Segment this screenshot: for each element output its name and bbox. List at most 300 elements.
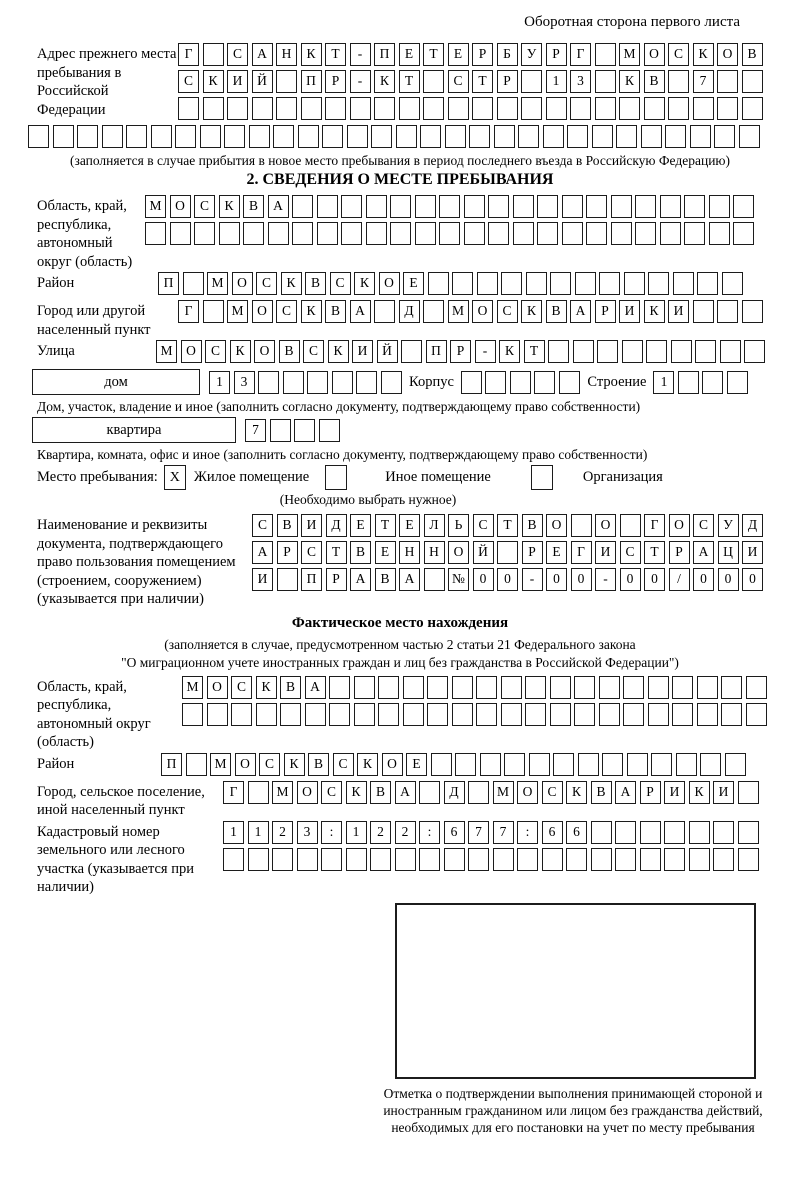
char-box[interactable] <box>548 340 569 363</box>
char-box[interactable] <box>476 703 497 726</box>
char-box[interactable]: 3 <box>570 70 591 93</box>
char-box[interactable] <box>529 753 550 776</box>
char-box[interactable] <box>571 514 592 537</box>
stay-type-organization-checkbox[interactable] <box>531 465 553 490</box>
char-box[interactable]: К <box>219 195 240 218</box>
char-box[interactable] <box>399 97 420 120</box>
char-box[interactable]: Р <box>640 781 661 804</box>
char-box[interactable] <box>497 97 518 120</box>
char-box[interactable]: К <box>346 781 367 804</box>
char-box[interactable] <box>673 272 694 295</box>
char-box[interactable]: И <box>352 340 373 363</box>
char-box[interactable]: Е <box>350 514 371 537</box>
char-box[interactable] <box>145 222 166 245</box>
char-box[interactable] <box>550 676 571 699</box>
char-box[interactable]: К <box>521 300 542 323</box>
char-box[interactable]: К <box>256 676 277 699</box>
char-box[interactable]: 3 <box>234 371 255 394</box>
char-box[interactable]: Ц <box>718 541 739 564</box>
char-box[interactable] <box>256 703 277 726</box>
char-box[interactable]: С <box>227 43 248 66</box>
char-box[interactable] <box>717 300 738 323</box>
char-box[interactable] <box>182 703 203 726</box>
char-box[interactable] <box>341 195 362 218</box>
char-box[interactable]: С <box>231 676 252 699</box>
char-box[interactable] <box>366 222 387 245</box>
char-box[interactable] <box>526 272 547 295</box>
char-box[interactable] <box>381 371 402 394</box>
char-box[interactable]: С <box>497 300 518 323</box>
char-box[interactable]: Н <box>276 43 297 66</box>
char-box[interactable]: К <box>354 272 375 295</box>
char-box[interactable]: М <box>145 195 166 218</box>
char-box[interactable]: И <box>227 70 248 93</box>
char-box[interactable]: С <box>473 514 494 537</box>
char-box[interactable]: - <box>350 70 371 93</box>
char-box[interactable]: Е <box>546 541 567 564</box>
char-box[interactable]: В <box>305 272 326 295</box>
char-box[interactable]: И <box>301 514 322 537</box>
char-box[interactable]: Й <box>377 340 398 363</box>
char-box[interactable] <box>597 340 618 363</box>
char-box[interactable] <box>423 70 444 93</box>
char-box[interactable] <box>283 371 304 394</box>
char-box[interactable] <box>396 125 417 148</box>
char-box[interactable] <box>427 676 448 699</box>
char-box[interactable]: Д <box>742 514 763 537</box>
char-box[interactable]: Д <box>444 781 465 804</box>
char-box[interactable] <box>170 222 191 245</box>
char-box[interactable]: Р <box>277 541 298 564</box>
char-box[interactable] <box>501 676 522 699</box>
char-box[interactable] <box>423 97 444 120</box>
char-box[interactable] <box>455 753 476 776</box>
char-box[interactable] <box>126 125 147 148</box>
char-box[interactable] <box>444 848 465 871</box>
char-box[interactable]: - <box>350 43 371 66</box>
char-box[interactable]: Т <box>325 43 346 66</box>
char-box[interactable] <box>468 781 489 804</box>
char-box[interactable]: С <box>321 781 342 804</box>
char-box[interactable]: О <box>232 272 253 295</box>
char-box[interactable]: М <box>156 340 177 363</box>
char-box[interactable] <box>689 821 710 844</box>
char-box[interactable] <box>452 272 473 295</box>
char-box[interactable] <box>562 195 583 218</box>
char-box[interactable] <box>717 97 738 120</box>
char-box[interactable] <box>488 195 509 218</box>
char-box[interactable] <box>227 97 248 120</box>
char-box[interactable] <box>586 222 607 245</box>
char-box[interactable] <box>350 97 371 120</box>
char-box[interactable] <box>599 703 620 726</box>
char-box[interactable]: П <box>374 43 395 66</box>
char-box[interactable]: Т <box>524 340 545 363</box>
char-box[interactable] <box>725 753 746 776</box>
char-box[interactable]: И <box>619 300 640 323</box>
char-box[interactable] <box>648 272 669 295</box>
char-box[interactable] <box>461 371 482 394</box>
char-box[interactable] <box>595 97 616 120</box>
char-box[interactable]: С <box>178 70 199 93</box>
char-box[interactable]: С <box>448 70 469 93</box>
char-box[interactable]: О <box>472 300 493 323</box>
char-box[interactable] <box>738 821 759 844</box>
char-box[interactable] <box>721 676 742 699</box>
char-box[interactable]: В <box>370 781 391 804</box>
char-box[interactable]: Т <box>399 70 420 93</box>
char-box[interactable] <box>537 222 558 245</box>
char-box[interactable]: К <box>566 781 587 804</box>
char-box[interactable] <box>322 125 343 148</box>
char-box[interactable] <box>403 703 424 726</box>
char-box[interactable] <box>684 222 705 245</box>
char-box[interactable] <box>319 419 340 442</box>
char-box[interactable] <box>424 568 445 591</box>
char-box[interactable] <box>203 300 224 323</box>
char-box[interactable]: М <box>272 781 293 804</box>
char-box[interactable] <box>599 676 620 699</box>
stay-type-residential-checkbox[interactable]: X <box>164 465 186 490</box>
char-box[interactable] <box>746 703 767 726</box>
char-box[interactable]: 2 <box>370 821 391 844</box>
char-box[interactable]: В <box>325 300 346 323</box>
char-box[interactable] <box>574 676 595 699</box>
char-box[interactable] <box>550 272 571 295</box>
char-box[interactable] <box>713 848 734 871</box>
char-box[interactable] <box>695 340 716 363</box>
char-box[interactable] <box>273 125 294 148</box>
apartment-type-field[interactable]: квартира <box>32 417 236 443</box>
char-box[interactable]: М <box>207 272 228 295</box>
char-box[interactable] <box>419 781 440 804</box>
char-box[interactable]: А <box>395 781 416 804</box>
char-box[interactable]: О <box>254 340 275 363</box>
char-box[interactable] <box>77 125 98 148</box>
char-box[interactable]: И <box>252 568 273 591</box>
char-box[interactable] <box>347 125 368 148</box>
char-box[interactable]: Р <box>497 70 518 93</box>
char-box[interactable] <box>378 703 399 726</box>
char-box[interactable] <box>693 97 714 120</box>
char-box[interactable] <box>727 371 748 394</box>
char-box[interactable] <box>472 97 493 120</box>
char-box[interactable]: О <box>448 541 469 564</box>
char-box[interactable] <box>485 371 506 394</box>
char-box[interactable]: 7 <box>693 70 714 93</box>
char-box[interactable]: Т <box>497 514 518 537</box>
char-box[interactable] <box>595 43 616 66</box>
char-box[interactable]: Й <box>473 541 494 564</box>
char-box[interactable]: 0 <box>644 568 665 591</box>
char-box[interactable] <box>623 676 644 699</box>
char-box[interactable]: О <box>297 781 318 804</box>
char-box[interactable] <box>676 753 697 776</box>
char-box[interactable]: Р <box>326 568 347 591</box>
char-box[interactable] <box>599 272 620 295</box>
char-box[interactable]: К <box>689 781 710 804</box>
char-box[interactable] <box>374 97 395 120</box>
char-box[interactable]: С <box>301 541 322 564</box>
char-box[interactable]: 3 <box>297 821 318 844</box>
char-box[interactable] <box>276 70 297 93</box>
char-box[interactable]: О <box>170 195 191 218</box>
char-box[interactable]: Г <box>178 43 199 66</box>
char-box[interactable] <box>689 848 710 871</box>
char-box[interactable] <box>616 125 637 148</box>
char-box[interactable] <box>518 125 539 148</box>
char-box[interactable]: В <box>644 70 665 93</box>
char-box[interactable]: К <box>284 753 305 776</box>
char-box[interactable] <box>464 222 485 245</box>
char-box[interactable] <box>415 195 436 218</box>
char-box[interactable]: Г <box>178 300 199 323</box>
char-box[interactable] <box>370 848 391 871</box>
char-box[interactable] <box>714 125 735 148</box>
char-box[interactable]: К <box>203 70 224 93</box>
char-box[interactable] <box>151 125 172 148</box>
char-box[interactable]: В <box>742 43 763 66</box>
char-box[interactable] <box>746 676 767 699</box>
char-box[interactable] <box>439 195 460 218</box>
char-box[interactable] <box>525 703 546 726</box>
char-box[interactable] <box>378 676 399 699</box>
char-box[interactable]: Б <box>497 43 518 66</box>
char-box[interactable]: 1 <box>346 821 367 844</box>
char-box[interactable]: Н <box>399 541 420 564</box>
char-box[interactable]: К <box>644 300 665 323</box>
stay-type-other-checkbox[interactable] <box>325 465 347 490</box>
char-box[interactable]: А <box>399 568 420 591</box>
char-box[interactable]: 0 <box>693 568 714 591</box>
char-box[interactable]: Е <box>375 541 396 564</box>
char-box[interactable] <box>207 703 228 726</box>
char-box[interactable] <box>268 222 289 245</box>
char-box[interactable]: К <box>499 340 520 363</box>
char-box[interactable]: К <box>301 43 322 66</box>
char-box[interactable]: С <box>668 43 689 66</box>
char-box[interactable]: К <box>230 340 251 363</box>
char-box[interactable] <box>697 272 718 295</box>
char-box[interactable] <box>742 70 763 93</box>
char-box[interactable]: О <box>379 272 400 295</box>
char-box[interactable]: Й <box>252 70 273 93</box>
char-box[interactable]: И <box>668 300 689 323</box>
char-box[interactable] <box>329 703 350 726</box>
char-box[interactable] <box>646 340 667 363</box>
char-box[interactable] <box>297 848 318 871</box>
char-box[interactable] <box>562 222 583 245</box>
char-box[interactable] <box>665 125 686 148</box>
char-box[interactable] <box>611 222 632 245</box>
char-box[interactable] <box>641 125 662 148</box>
char-box[interactable]: М <box>227 300 248 323</box>
char-box[interactable]: / <box>669 568 690 591</box>
char-box[interactable] <box>651 753 672 776</box>
char-box[interactable] <box>660 222 681 245</box>
char-box[interactable]: : <box>517 821 538 844</box>
char-box[interactable] <box>702 371 723 394</box>
char-box[interactable] <box>341 222 362 245</box>
char-box[interactable] <box>567 125 588 148</box>
char-box[interactable] <box>452 676 473 699</box>
char-box[interactable] <box>301 97 322 120</box>
char-box[interactable]: - <box>595 568 616 591</box>
char-box[interactable] <box>423 300 444 323</box>
char-box[interactable]: П <box>161 753 182 776</box>
char-box[interactable] <box>276 97 297 120</box>
char-box[interactable]: 7 <box>493 821 514 844</box>
char-box[interactable]: Т <box>326 541 347 564</box>
char-box[interactable]: : <box>419 821 440 844</box>
char-box[interactable] <box>317 195 338 218</box>
char-box[interactable] <box>504 753 525 776</box>
char-box[interactable] <box>648 676 669 699</box>
char-box[interactable] <box>317 222 338 245</box>
char-box[interactable] <box>517 848 538 871</box>
char-box[interactable] <box>595 70 616 93</box>
char-box[interactable]: И <box>595 541 616 564</box>
char-box[interactable]: А <box>252 541 273 564</box>
char-box[interactable]: Т <box>375 514 396 537</box>
char-box[interactable]: 6 <box>566 821 587 844</box>
char-box[interactable] <box>513 195 534 218</box>
char-box[interactable]: О <box>669 514 690 537</box>
char-box[interactable]: Г <box>570 43 591 66</box>
char-box[interactable] <box>321 848 342 871</box>
char-box[interactable] <box>366 195 387 218</box>
char-box[interactable]: 0 <box>497 568 518 591</box>
char-box[interactable]: 0 <box>571 568 592 591</box>
char-box[interactable]: В <box>522 514 543 537</box>
char-box[interactable] <box>329 676 350 699</box>
char-box[interactable] <box>252 97 273 120</box>
char-box[interactable]: С <box>259 753 280 776</box>
char-box[interactable]: А <box>268 195 289 218</box>
char-box[interactable]: 0 <box>742 568 763 591</box>
char-box[interactable]: Е <box>448 43 469 66</box>
char-box[interactable] <box>693 300 714 323</box>
char-box[interactable] <box>178 97 199 120</box>
char-box[interactable] <box>452 703 473 726</box>
char-box[interactable] <box>648 703 669 726</box>
char-box[interactable] <box>525 676 546 699</box>
char-box[interactable] <box>203 97 224 120</box>
char-box[interactable]: П <box>158 272 179 295</box>
char-box[interactable]: Е <box>403 272 424 295</box>
char-box[interactable] <box>356 371 377 394</box>
char-box[interactable] <box>700 753 721 776</box>
char-box[interactable]: Д <box>326 514 347 537</box>
char-box[interactable] <box>307 371 328 394</box>
char-box[interactable] <box>431 753 452 776</box>
char-box[interactable]: В <box>280 676 301 699</box>
char-box[interactable]: 2 <box>272 821 293 844</box>
char-box[interactable] <box>102 125 123 148</box>
char-box[interactable] <box>270 419 291 442</box>
char-box[interactable] <box>277 568 298 591</box>
char-box[interactable] <box>717 70 738 93</box>
char-box[interactable] <box>678 371 699 394</box>
char-box[interactable] <box>439 222 460 245</box>
char-box[interactable] <box>622 340 643 363</box>
char-box[interactable] <box>570 97 591 120</box>
char-box[interactable] <box>602 753 623 776</box>
char-box[interactable]: Е <box>399 43 420 66</box>
char-box[interactable] <box>720 340 741 363</box>
char-box[interactable]: О <box>517 781 538 804</box>
char-box[interactable]: Р <box>595 300 616 323</box>
char-box[interactable] <box>390 195 411 218</box>
char-box[interactable] <box>419 848 440 871</box>
char-box[interactable] <box>258 371 279 394</box>
char-box[interactable] <box>325 97 346 120</box>
char-box[interactable]: М <box>210 753 231 776</box>
char-box[interactable] <box>586 195 607 218</box>
char-box[interactable]: С <box>205 340 226 363</box>
char-box[interactable] <box>183 272 204 295</box>
char-box[interactable]: Р <box>522 541 543 564</box>
char-box[interactable] <box>521 97 542 120</box>
char-box[interactable] <box>537 195 558 218</box>
char-box[interactable] <box>420 125 441 148</box>
char-box[interactable] <box>219 222 240 245</box>
char-box[interactable] <box>280 703 301 726</box>
char-box[interactable]: Р <box>472 43 493 66</box>
char-box[interactable] <box>619 97 640 120</box>
char-box[interactable] <box>497 541 518 564</box>
char-box[interactable] <box>624 272 645 295</box>
char-box[interactable]: А <box>350 300 371 323</box>
char-box[interactable]: У <box>521 43 542 66</box>
char-box[interactable]: С <box>693 514 714 537</box>
char-box[interactable]: А <box>693 541 714 564</box>
char-box[interactable]: 7 <box>468 821 489 844</box>
char-box[interactable]: В <box>350 541 371 564</box>
char-box[interactable] <box>298 125 319 148</box>
char-box[interactable] <box>591 821 612 844</box>
char-box[interactable] <box>203 43 224 66</box>
char-box[interactable] <box>542 848 563 871</box>
char-box[interactable]: 0 <box>718 568 739 591</box>
char-box[interactable]: П <box>301 568 322 591</box>
char-box[interactable] <box>627 753 648 776</box>
char-box[interactable] <box>615 821 636 844</box>
char-box[interactable]: 1 <box>209 371 230 394</box>
char-box[interactable]: Г <box>571 541 592 564</box>
char-box[interactable]: : <box>321 821 342 844</box>
char-box[interactable]: В <box>375 568 396 591</box>
char-box[interactable]: Ь <box>448 514 469 537</box>
char-box[interactable]: 1 <box>223 821 244 844</box>
char-box[interactable]: К <box>281 272 302 295</box>
char-box[interactable] <box>292 195 313 218</box>
char-box[interactable] <box>390 222 411 245</box>
char-box[interactable] <box>28 125 49 148</box>
char-box[interactable]: И <box>742 541 763 564</box>
char-box[interactable] <box>294 419 315 442</box>
char-box[interactable]: К <box>374 70 395 93</box>
char-box[interactable]: В <box>277 514 298 537</box>
char-box[interactable] <box>566 848 587 871</box>
char-box[interactable] <box>521 70 542 93</box>
char-box[interactable]: 1 <box>248 821 269 844</box>
char-box[interactable]: Г <box>223 781 244 804</box>
char-box[interactable] <box>640 821 661 844</box>
char-box[interactable] <box>640 848 661 871</box>
char-box[interactable]: Р <box>325 70 346 93</box>
char-box[interactable]: 2 <box>395 821 416 844</box>
